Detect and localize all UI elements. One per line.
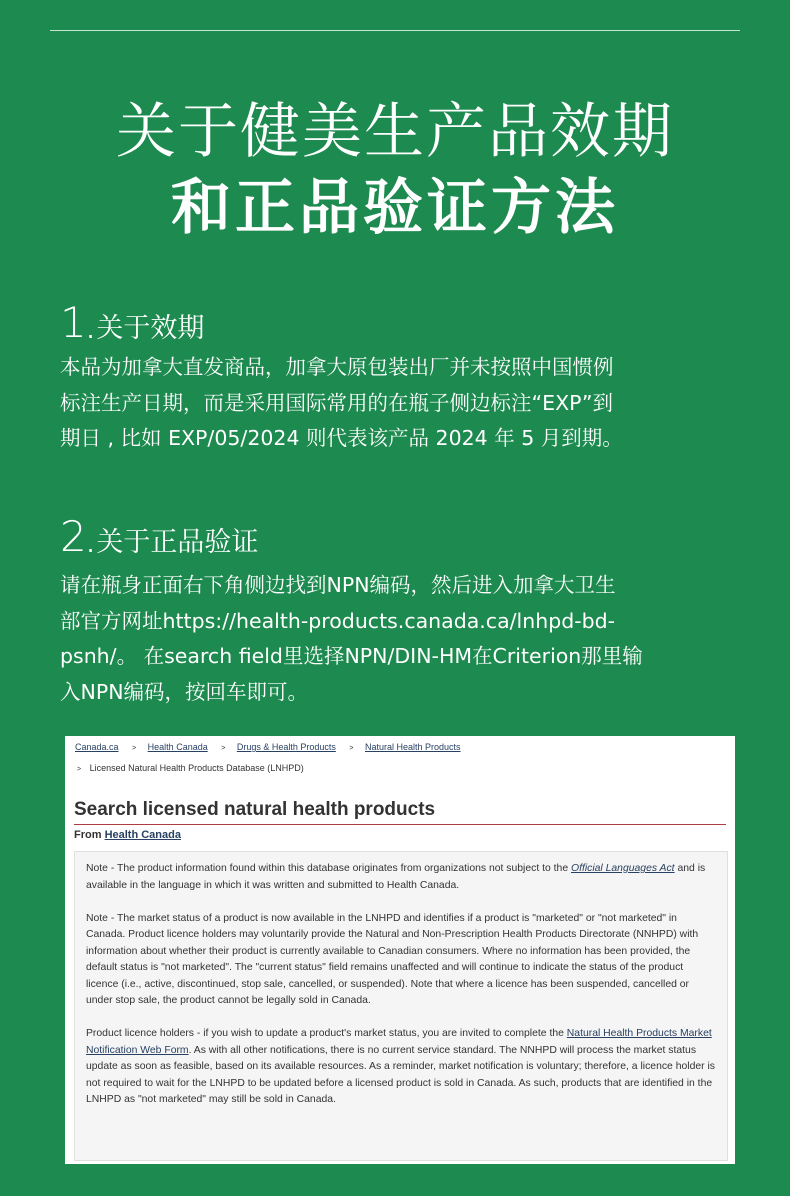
notice-panel — [74, 851, 728, 1161]
section-1-body — [60, 350, 740, 457]
note-1-text-end: and is available in the language in which it was written and submitted to Health Canada. — [86, 863, 706, 891]
section-1-number: 1 — [60, 298, 87, 347]
section-1-heading — [60, 295, 204, 345]
from-health-canada-link[interactable]: Health Canada — [104, 829, 181, 841]
section-1-line: 标注生产日期，而是采用国际常用的在瓶子侧边标注“EXP”到 — [60, 390, 613, 415]
note-licence-holders — [86, 1026, 716, 1109]
section-2-heading — [60, 509, 258, 559]
top-divider — [50, 30, 740, 31]
breadcrumb-health-canada[interactable]: Health Canada — [147, 742, 208, 752]
note-official-languages — [86, 861, 716, 894]
breadcrumb-canada[interactable]: Canada.ca — [75, 742, 119, 752]
breadcrumb-separator: > — [77, 766, 82, 773]
section-2-dot: . — [86, 530, 95, 558]
section-1-line: 期日 , 比如 EXP/05/2024 则代表该产品 2024 年 5 月到期。 — [60, 426, 623, 450]
page-title-line-1: 关于健美生产品效期 — [116, 97, 674, 167]
from-line — [74, 829, 181, 841]
breadcrumb-natural-health-products[interactable]: Natural Health Products — [365, 742, 461, 752]
section-2-title: 关于正品验证 — [96, 527, 259, 558]
breadcrumb-separator: > — [221, 745, 226, 752]
search-page-title: Search licensed natural health products — [74, 799, 436, 820]
title-underline — [74, 824, 726, 825]
market-notification-form-link[interactable]: Natural Health Products Market Notification Web Form — [86, 1028, 712, 1056]
section-2-line: 部官方网址https://health-products.canada.ca/lnhpd-bd- — [60, 608, 616, 633]
note-3-text-end: . As with all other notifications, there is no current service standard. The NNHPD will process the market status update as soon as feasible, based on its available resources. As a reminder, market notification is voluntary; therefore, a licence holder is not required to wait for the LNHPD to be updated before a licensed product is sold in Canada. As such, products that are identified in the LNHPD as "not marketed" may still be sold in Canada. — [86, 1044, 715, 1105]
breadcrumb-drugs-health-products[interactable]: Drugs & Health Products — [236, 742, 336, 752]
section-2-number: 2 — [60, 512, 87, 561]
section-2-body — [60, 568, 740, 710]
breadcrumb-separator: > — [132, 745, 137, 752]
page-title-line-2: 和正品验证方法 — [171, 173, 619, 243]
section-1-line: 本品为加拿大直发商品，加拿大原包装出厂并未按照中国惯例 — [60, 355, 614, 379]
note-3-text: Product licence holders - if you wish to update a product's market status, you are invited to complete the — [86, 1028, 567, 1039]
from-label: From — [74, 829, 102, 841]
official-languages-act-link[interactable]: Official Languages Act — [570, 863, 675, 874]
section-2-line: psnh/。 在search field里选择NPN/DIN-HM在Criterion那里输 — [60, 644, 643, 668]
lnhpd-screenshot — [65, 736, 735, 1164]
note-1-text: Note - The product information found within this database originates from organizations not subject to the — [86, 863, 571, 874]
breadcrumb — [75, 740, 725, 777]
section-1-dot: . — [86, 316, 95, 344]
section-1-title: 关于效期 — [96, 313, 205, 344]
breadcrumb-current: Licensed Natural Health Products Database (LNHPD) — [89, 763, 304, 773]
section-2-line: 请在瓶身正面右下角侧边找到NPN编码，然后进入加拿大卫生 — [60, 573, 616, 597]
breadcrumb-separator: > — [349, 745, 354, 752]
section-2-line: 入NPN编码，按回车即可。 — [60, 679, 309, 704]
note-market-status: Note - The market status of a product is now available in the LNHPD and identifies if a product is "marketed" or "not marketed" in Canada. Product licence holders may voluntarily provide the Natural and Non-Prescription Health Products Directorate (NNHPD) with information about whether their product is currently available to Canadian consumers. Where no information has been provided, the default status is "not marketed". The "current status" field remains unaffected and will continue to indicate the status of the product licence (i.e., active, discontinued, stop sale, cancelled, or suspended). Note that where a licence has been suspended, cancelled or under stop sale, the product cannot be legally sold in Canada. — [86, 912, 699, 1006]
